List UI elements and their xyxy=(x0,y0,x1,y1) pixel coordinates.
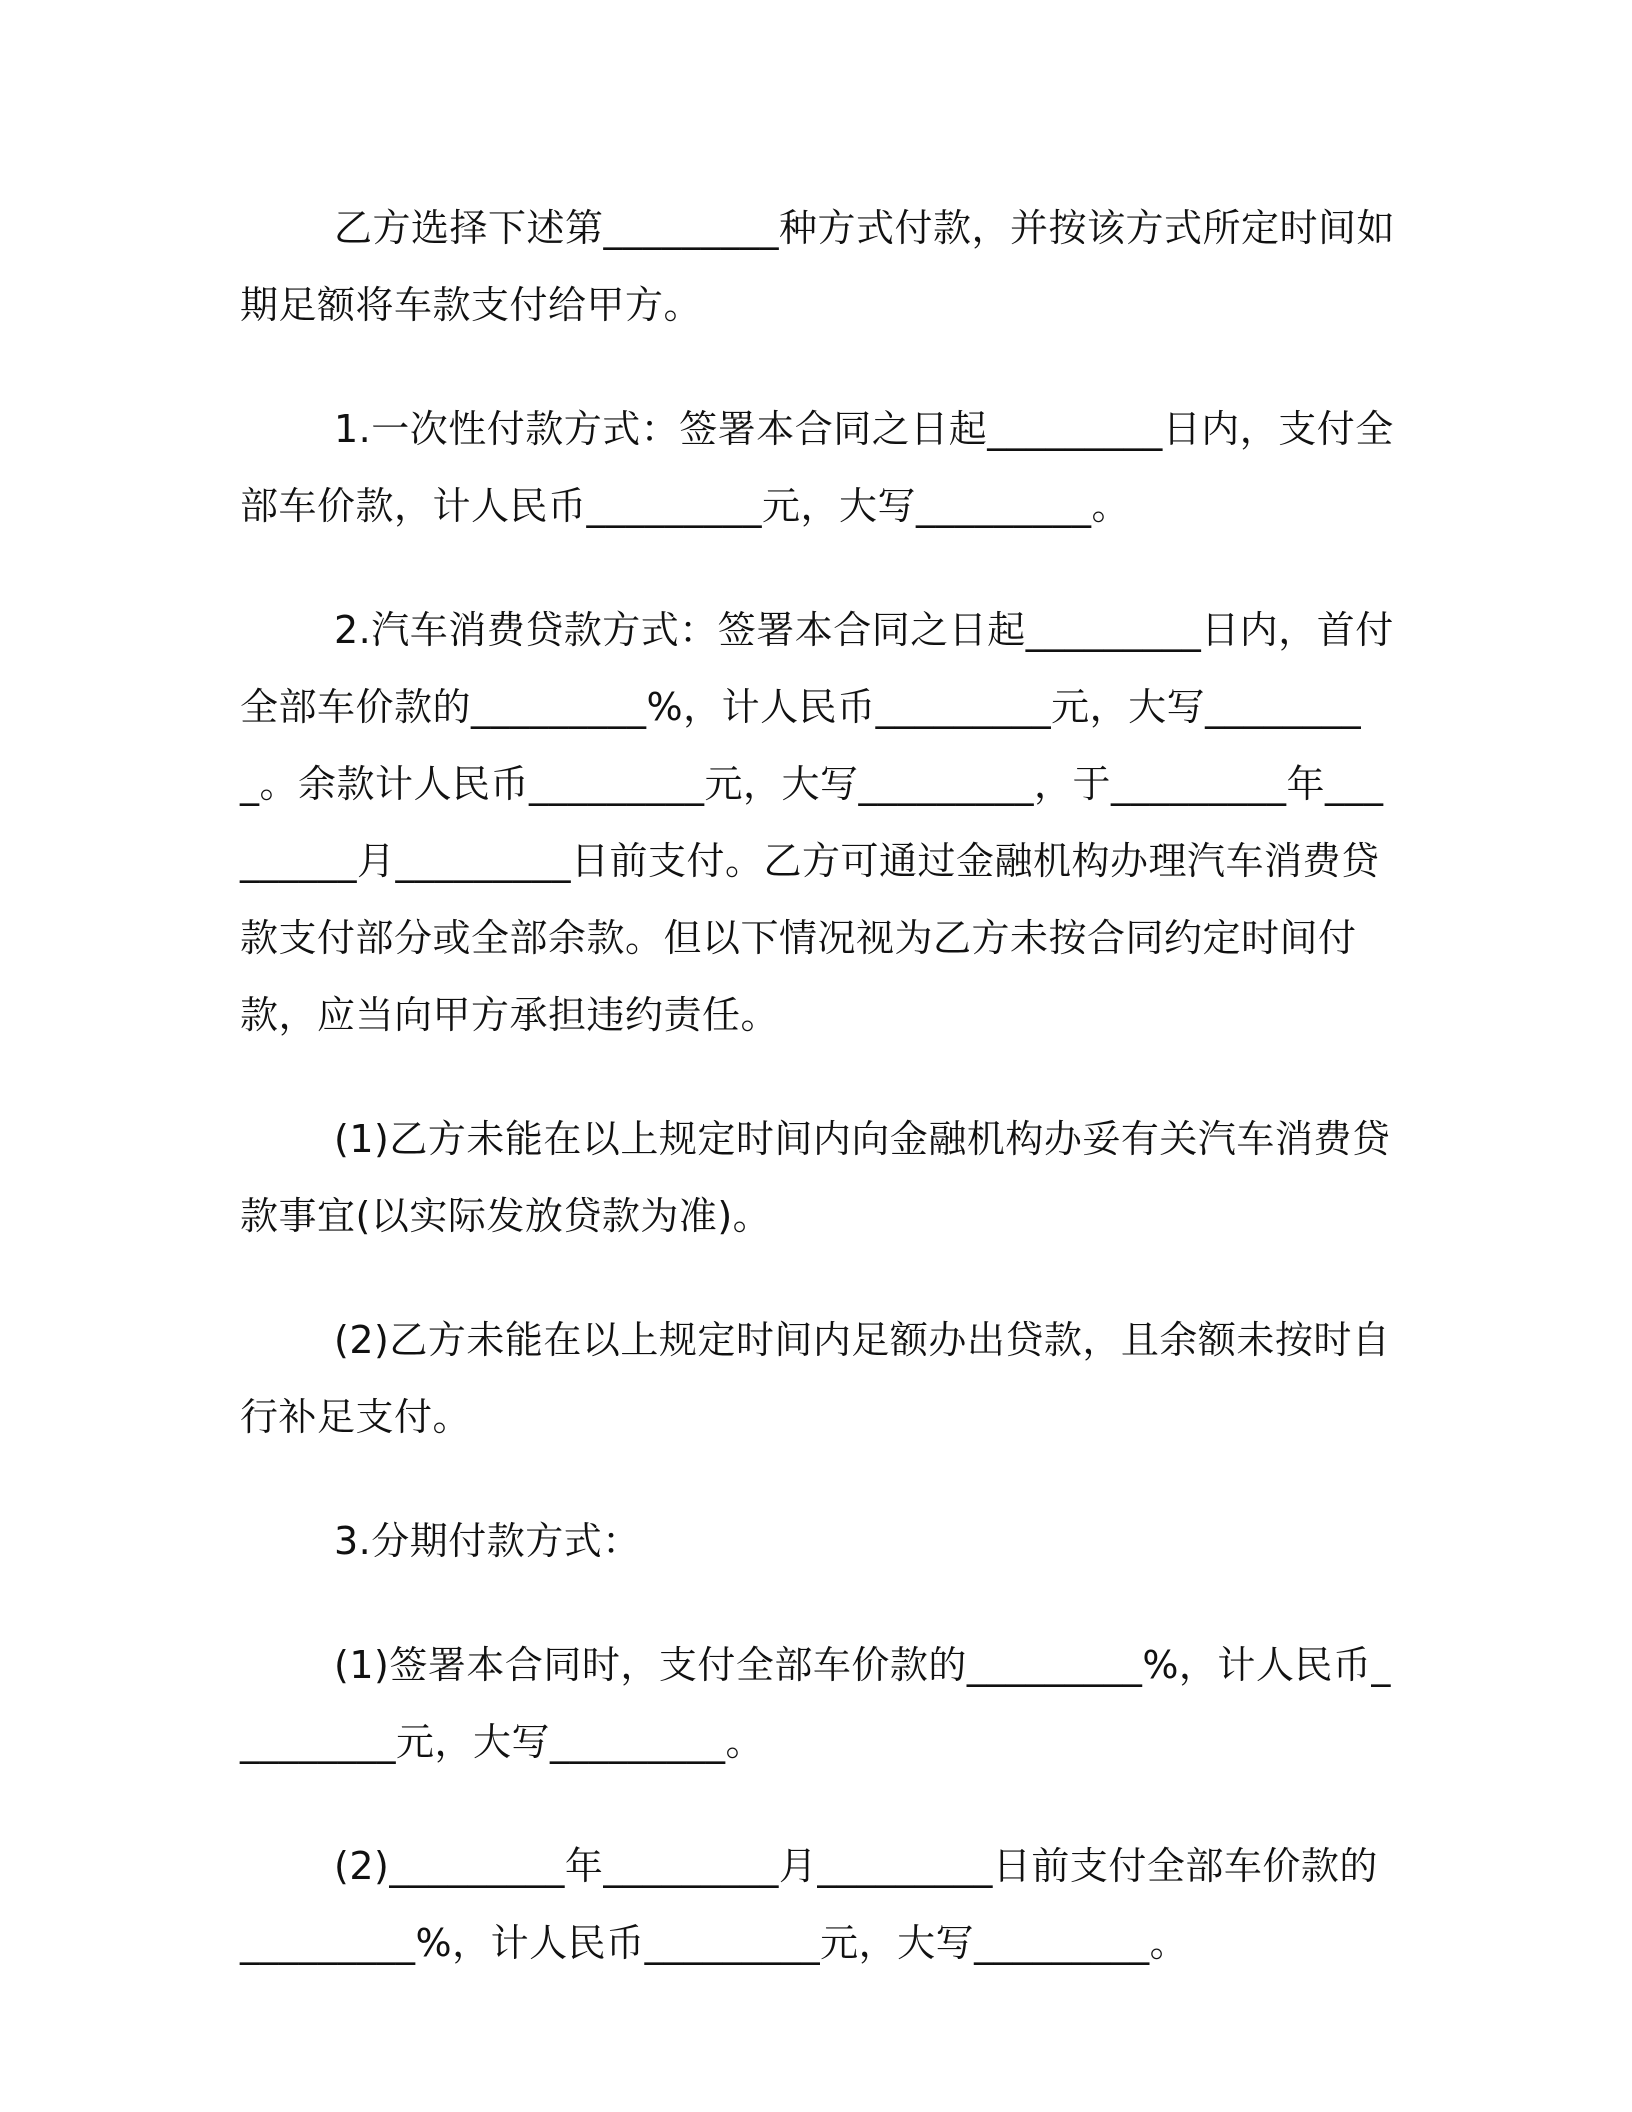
paragraph-loan-case-2: (2)乙方未能在以上规定时间内足额办出贷款，且余额未按时自行补足支付。 xyxy=(240,1318,1391,1439)
paragraph-installment-1: (1)签署本合同时，支付全部车价款的_________%，计人民币_________元，大写_________。 xyxy=(240,1643,1391,1764)
paragraph-loan: 2.汽车消费贷款方式：签署本合同之日起_________日内，首付全部车价款的_________%，计人民币_________元，大写_________。余款计人民币_________元，大写_________，于_________年_________月_________日前支付。乙方可通过金融机构办理汽车消费贷款支付部分或全部余款。但以下情况视为乙方未按合同约定时间付款，应当向甲方承担违约责任。 xyxy=(240,608,1394,1037)
paragraph-payment-choice: 乙方选择下述第_________种方式付款，并按该方式所定时间如期足额将车款支付给甲方。 xyxy=(240,206,1396,327)
paragraph-lump-sum: 1.一次性付款方式：签署本合同之日起_________日内，支付全部车价款，计人民币_________元，大写_________。 xyxy=(240,407,1394,528)
paragraph-installment-heading: 3.分期付款方式： xyxy=(334,1519,641,1563)
paragraph-installment-2: (2)_________年_________月_________日前支付全部车价款的_________%，计人民币_________元，大写_________。 xyxy=(240,1844,1378,1965)
paragraph-loan-case-1: (1)乙方未能在以上规定时间内向金融机构办妥有关汽车消费贷款事宜(以实际发放贷款为准)。 xyxy=(240,1117,1391,1238)
document-page xyxy=(240,190,1395,2029)
